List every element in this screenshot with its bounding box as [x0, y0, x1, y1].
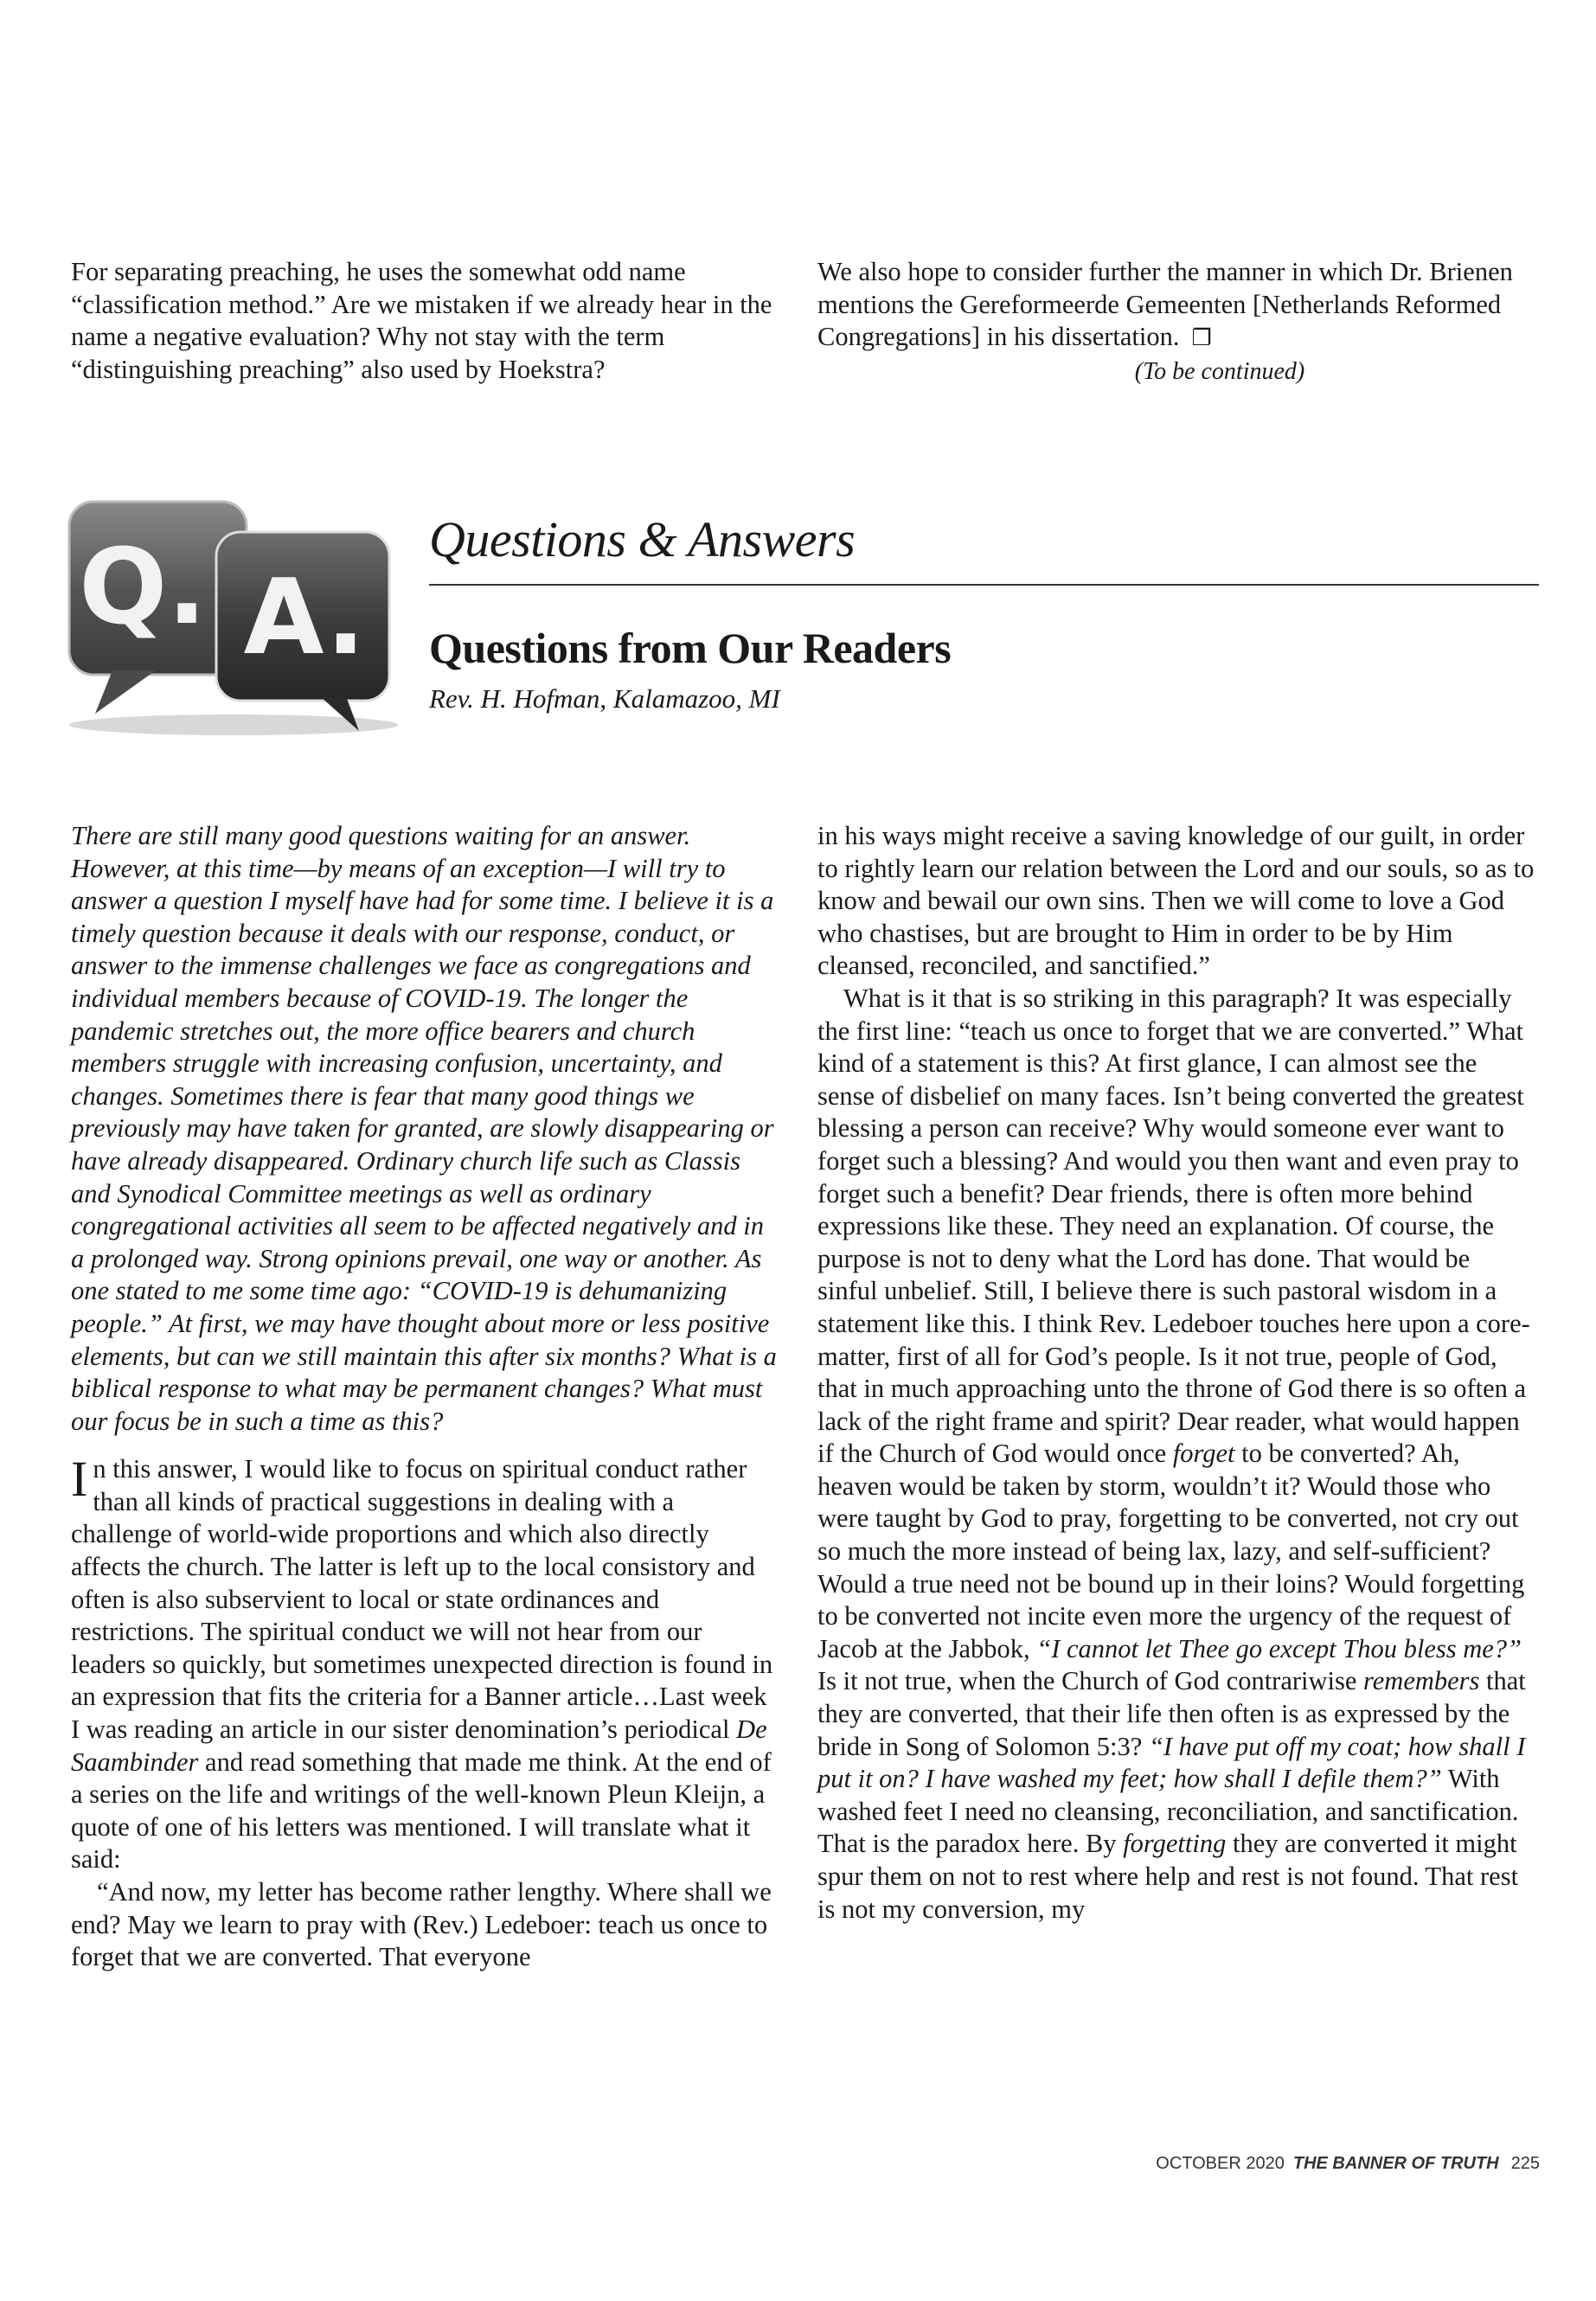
- drop-cap: I: [71, 1451, 88, 1508]
- article-right-column: [817, 820, 1535, 1926]
- article-left-column: [71, 820, 780, 1974]
- text-run: With washed feet I need no cleansing, reconciliation, and sanctification. That is the paradox here. By: [817, 1764, 1519, 1859]
- section-title: Questions & Answers: [429, 511, 856, 567]
- magazine-name: THE BANNER OF TRUTH: [1292, 2154, 1499, 2173]
- a-bubble: [216, 532, 389, 731]
- periodical-name: De Saambinder: [71, 1715, 767, 1777]
- previous-article-paragraph: For separating preaching, he uses the somewhat odd name “classification method.” Are we mistaken if we already hear in the name a negative evaluation? Why not stay with the term “distinguishing preaching” also used by Hoekstra?: [71, 257, 772, 384]
- page-number: 225: [1510, 2154, 1540, 2173]
- text-run: to be converted? Ah, heaven would be taken by storm, wouldn’t it? Would those who were taught by God to pray, forgetting to be converted, not cry out so much the more instead of being lax, lazy, and self-sufficient? Would a true need not be bound up in their loins? Would forgetting to be converted not incite even more the urgency of the request of Jacob at the Jabbok,: [817, 1439, 1525, 1663]
- previous-article-closing-paragraph: [817, 256, 1527, 356]
- logo-a-text: A.: [243, 558, 366, 678]
- qa-speech-bubbles-logo: [61, 493, 407, 744]
- text-run: n this answer, I would like to focus on spiritual conduct rather than all kinds of practical suggestions in dealing with a challenge of world-wide proportions and which also directly affects the church. The latter is left up to the local consistory and often is also subservient to local or state ordinances and restrictions. The spiritual conduct we will not hear from our leaders so quickly, but sometimes unexpected direction is found in an expression that fits the criteria for a Banner article…Last week I was reading an article in our sister denomination’s periodical: [71, 1454, 773, 1745]
- emphasis: forgetting: [1123, 1829, 1227, 1859]
- end-mark-icon: ❐: [1191, 325, 1212, 352]
- text-run: and read something that made me think. At the end of a series on the life and writings of the well-known Pleun Kleijn, a quote of one of his letters was mentioned. I will translate what it said:: [71, 1747, 772, 1875]
- issue-date: OCTOBER 2020: [1156, 2154, 1285, 2173]
- previous-article-left-column: [71, 256, 780, 386]
- body-paragraph-1: [71, 1453, 780, 1876]
- emphasis: remembers: [1363, 1666, 1480, 1696]
- text-run: What is it that is so striking in this paragraph? It was especially the first line: “teach us once to forget that we are converted.” What kind of a statement is this? At first glance, I can almost see the sense of disbelief on many faces. Isn’t being converted the greatest blessing a person can receive? Why would someone ever want to forget such a blessing? And would you then want and even pray to forget such a benefit? Dear friends, there is often more behind expressions like these. They need an explanation. Of course, the purpose is not to deny what the Lord has done. That would be sinful unbelief. Still, I believe there is such pastoral wisdom in a statement like this. I think Rev. Ledeboer touches here upon a core-matter, first of all for God’s people. Is it not true, people of God, that in much approaching unto the throne of God there is so often a lack of the right frame and spirit? Dear reader, what would happen if the Church of God would once: [817, 983, 1530, 1469]
- text-run: that they are converted, that their life then often is as expressed by the bride in Song of Solomon 5:3?: [817, 1666, 1526, 1761]
- body-paragraph-3: [817, 983, 1535, 1926]
- emphasis: forget: [1172, 1439, 1235, 1469]
- quote-continuation: in his ways might receive a saving knowledge of our guilt, in order to rightly learn our relation between the Lord and our souls, so as to know and bewail our own sins. Then we will come to love a God who chastises, but are brought to Him in order to be by Him cleansed, reconciled, and sanctified.”: [817, 821, 1535, 981]
- intro-paragraph: There are still many good questions waiting for an answer. However, at this time—by means of an exception—I will try to answer a question I myself have had for some time. I believe it is a timely question because it deals with our response, conduct, or answer to the immense challenges we face as congregations and individual members because of COVID-19. The longer the pandemic stretches out, the more office bearers and church members struggle with increasing confusion, uncertainty, and changes. Sometimes there is fear that many good things we previously may have taken for granted, are slowly disappearing or have already disappeared. Ordinary church life such as Classis and Synodical Committee meetings as well as ordinary congregational activities all seem to be affected negatively and in a prolonged way. Strong opinions prevail, one way or another. As one stated to me some time ago: “COVID-19 is dehumanizing people.” At first, we may have thought about more or less positive elements, but can we still maintain this after six months? What is a biblical response to what may be permanent changes? What must our focus be in such a time as this?: [71, 821, 777, 1436]
- previous-article-right-column: [817, 256, 1527, 388]
- body-paragraph-2: “And now, my letter has become rather lengthy. Where shall we end? May we learn to pray with (Rev.) Ledeboer: teach us once to forget that we are converted. That everyone: [71, 1877, 772, 1972]
- section-divider: [429, 584, 1539, 586]
- text-run: Is it not true, when the Church of God contrariwise: [817, 1666, 1364, 1696]
- to-be-continued: (To be continued): [1134, 357, 1305, 385]
- byline: Rev. H. Hofman, Kalamazoo, MI: [429, 683, 780, 714]
- text-run: they are converted it might spur them on not to rest where help and rest is not found. That rest is not my conversion, my: [817, 1829, 1519, 1924]
- page-footer: [1156, 2154, 1540, 2174]
- scripture-quote: “I have put off my coat; how shall I put it on? I have washed my feet; how shall I defile them?”: [817, 1731, 1526, 1794]
- logo-q-text: Q.: [79, 528, 207, 648]
- closing-text: We also hope to consider further the manner in which Dr. Brienen mentions the Gereformeerde Gemeenten [Netherlands Reformed Congregations] in his dissertation.: [817, 257, 1513, 352]
- article-title: Questions from Our Readers: [429, 624, 952, 672]
- scripture-quote: “I cannot let Thee go except Thou bless me?”: [1036, 1633, 1522, 1663]
